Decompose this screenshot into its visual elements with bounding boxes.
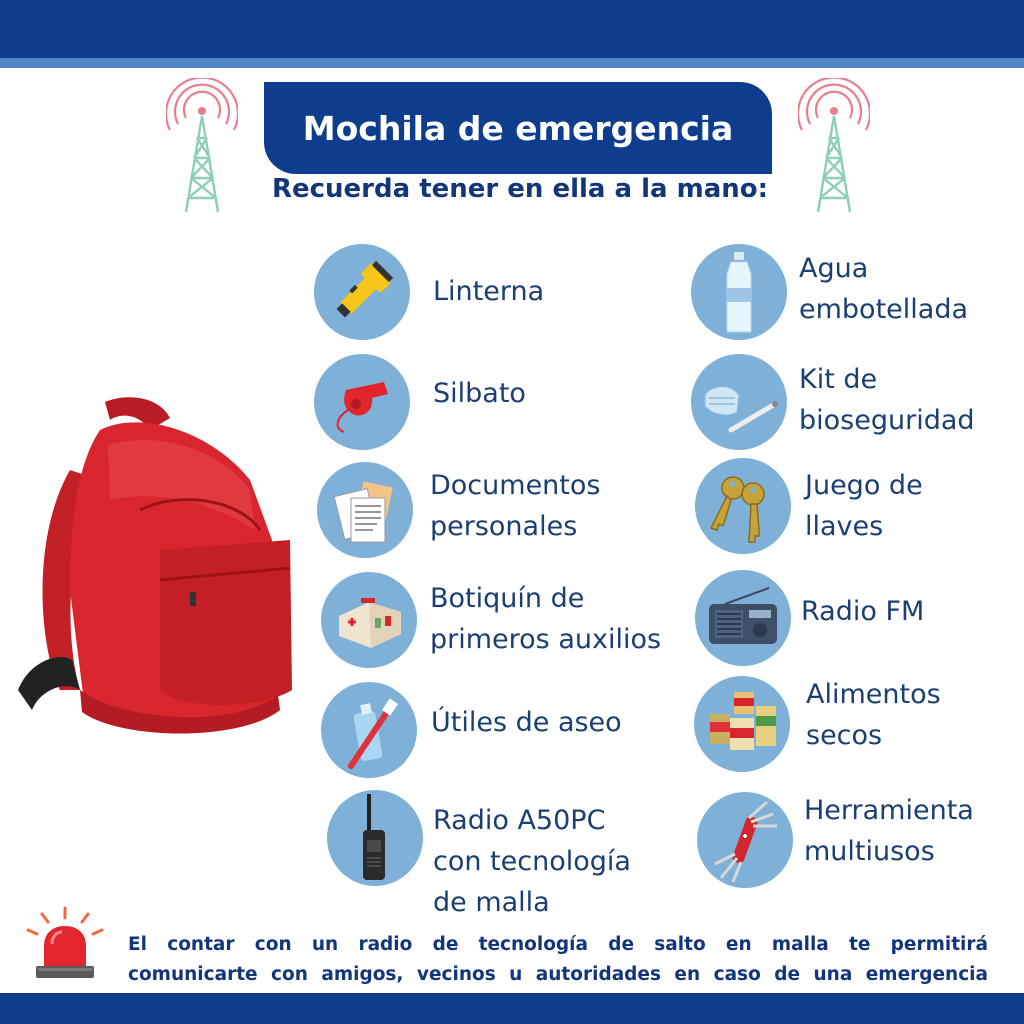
item-label: Linterna xyxy=(433,276,545,307)
keys-icon xyxy=(695,458,791,554)
item-label: Útiles de aseo xyxy=(431,707,622,738)
item-label: Radio FM xyxy=(801,596,925,627)
footer-line: El contar con un radio de tecnología de salto en malla te permitirá xyxy=(128,934,988,955)
flashlight-icon xyxy=(314,244,410,340)
bottom-banner xyxy=(0,993,1024,1024)
handheld-radio-icon xyxy=(327,790,423,886)
multitool-icon xyxy=(697,792,793,888)
item-label: Silbato xyxy=(433,378,526,409)
page-subtitle: Recuerda tener en ella a la mano: xyxy=(271,174,769,204)
footer-message xyxy=(128,930,988,990)
first-aid-kit-icon xyxy=(321,572,417,668)
item-label: de malla xyxy=(433,887,550,918)
item-label: Documentos xyxy=(430,470,601,501)
top-stripe xyxy=(0,58,1024,68)
documents-icon xyxy=(317,462,413,558)
item-label: llaves xyxy=(805,511,884,542)
title-banner xyxy=(264,82,772,174)
item-label: bioseguridad xyxy=(799,405,975,436)
page-title: Mochila de emergencia xyxy=(302,108,734,148)
item-label: Agua xyxy=(799,253,869,284)
siren-icon xyxy=(24,906,106,986)
whistle-icon xyxy=(314,354,410,450)
canned-food-icon xyxy=(694,676,790,772)
backpack-icon xyxy=(10,390,300,750)
water-bottle-icon xyxy=(691,244,787,340)
toothbrush-icon xyxy=(321,682,417,778)
item-label: Radio A50PC xyxy=(433,805,606,836)
item-label: con tecnología xyxy=(433,846,631,877)
item-label: personales xyxy=(430,511,578,542)
item-label: Herramienta xyxy=(804,795,974,826)
footer-line: comunicarte con amigos, vecinos u autoridades en caso de una emergencia xyxy=(128,964,988,985)
item-label: embotellada xyxy=(799,294,969,325)
biosafety-kit-icon xyxy=(691,354,787,450)
item-label: primeros auxilios xyxy=(430,624,662,655)
item-label: Kit de xyxy=(799,364,878,395)
item-label: Juego de xyxy=(805,470,923,501)
item-label: Alimentos xyxy=(806,679,941,710)
item-label: multiusos xyxy=(804,836,935,867)
item-label: Botiquín de xyxy=(430,583,585,614)
item-label: secos xyxy=(806,720,883,751)
top-banner xyxy=(0,0,1024,58)
fm-radio-icon xyxy=(695,570,791,666)
